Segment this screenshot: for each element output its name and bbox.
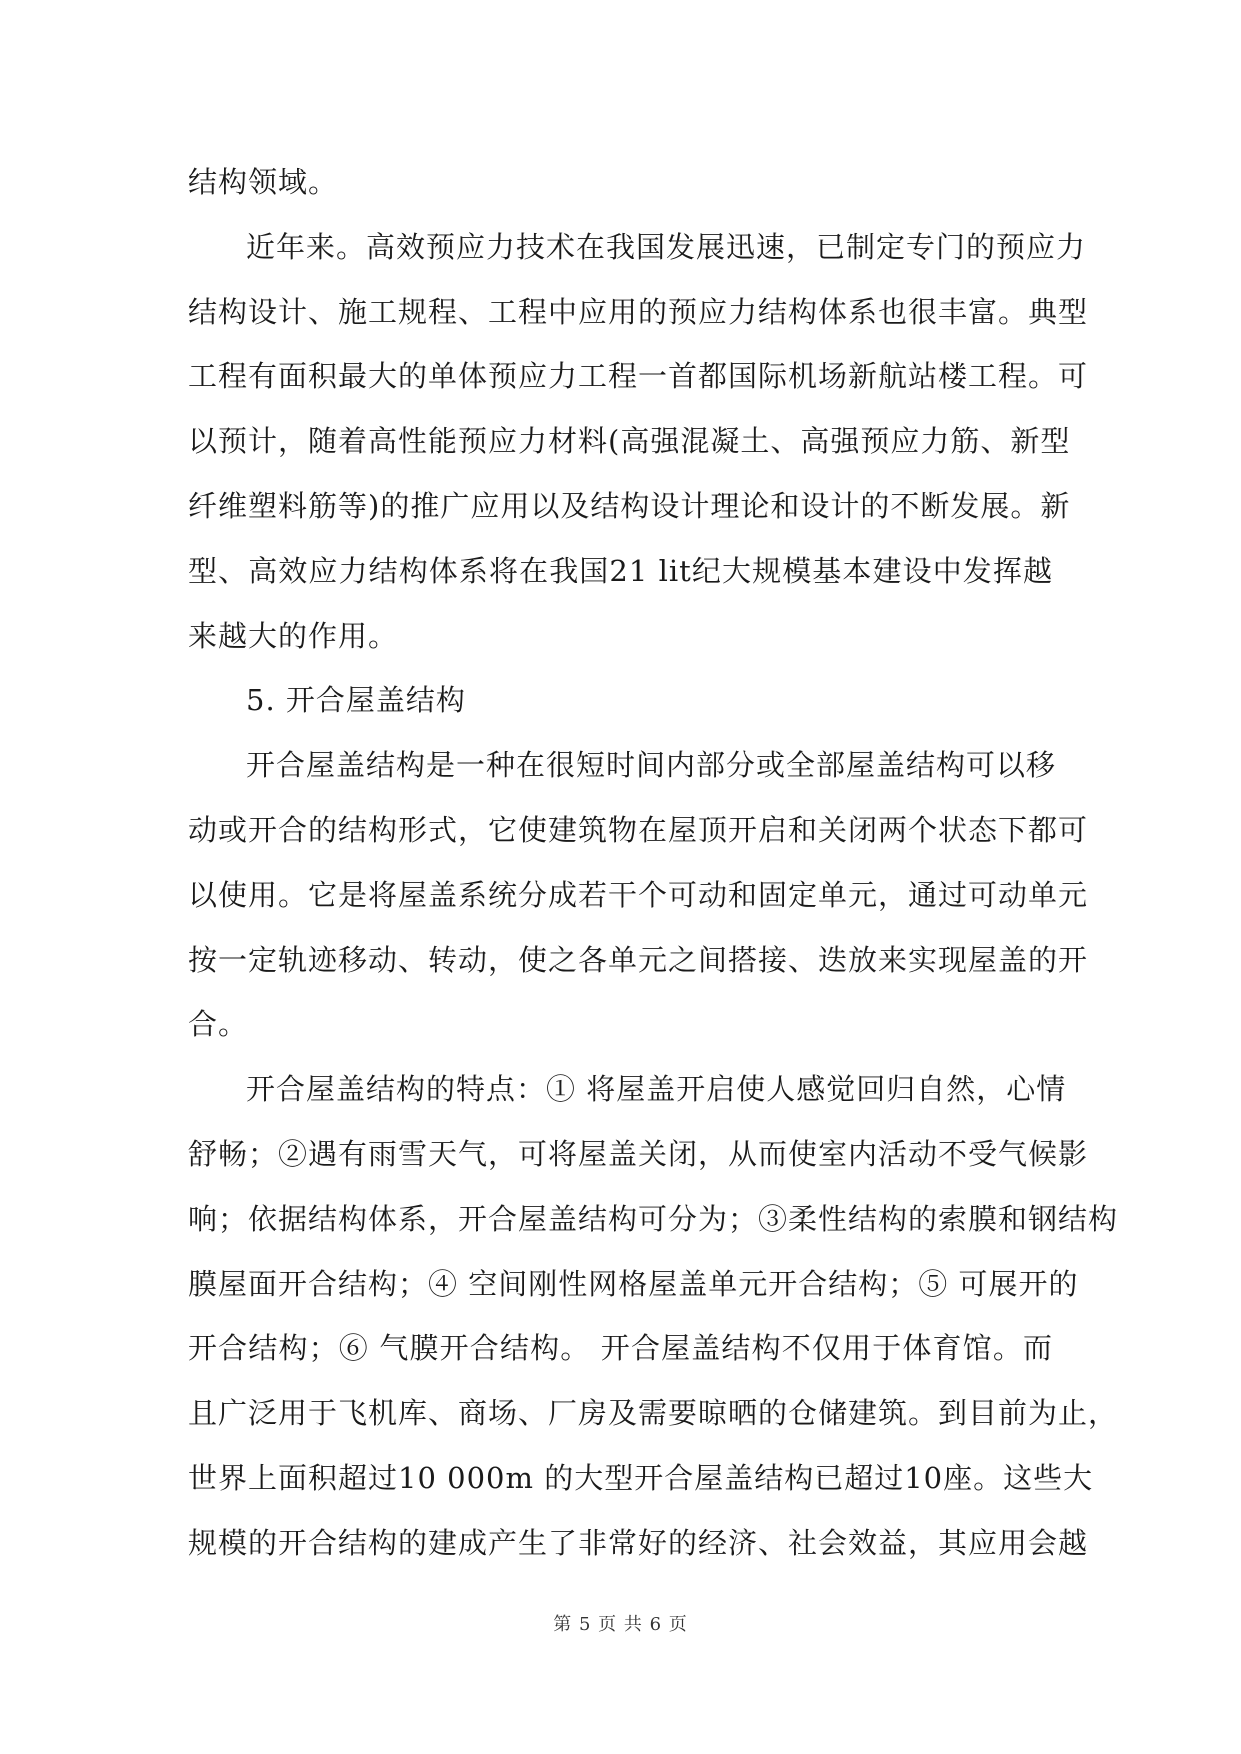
text-line: 动或开合的结构形式，它使建筑物在屋顶开启和关闭两个状态下都可 (188, 812, 1089, 847)
text-line: 按一定轨迹移动、转动，使之各单元之间搭接、迭放来实现屋盖的开 (188, 942, 1089, 977)
text-line: 开合屋盖结构的特点：① 将屋盖开启使人感觉回归自然，心情 (246, 1072, 1067, 1107)
text-line: 世界上面积超过10 000m 的大型开合屋盖结构已超过10座。这些大 (188, 1460, 1094, 1495)
text-line: 开合结构；⑥ 气膜开合结构。 开合屋盖结构不仅用于体育馆。而 (188, 1331, 1053, 1366)
page-number-footer: 第 5 页 共 6 页 (553, 1614, 688, 1635)
text-line: 以预计，随着高性能预应力材料(高强混凝土、高强预应力筋、新型 (188, 424, 1071, 459)
text-line: 工程有面积最大的单体预应力工程一首都国际机场新航站楼工程。可 (188, 359, 1089, 394)
text-line: 规模的开合结构的建成产生了非常好的经济、社会效益，其应用会越 (188, 1525, 1089, 1560)
text-line: 膜屋面开合结构；④ 空间刚性网格屋盖单元开合结构；⑤ 可展开的 (188, 1266, 1079, 1301)
text-line: 以使用。它是将屋盖系统分成若干个可动和固定单元，通过可动单元 (188, 877, 1089, 912)
text-line: 来越大的作用。 (188, 618, 399, 653)
text-line: 纤维塑料筋等)的推广应用以及结构设计理论和设计的不断发展。新 (188, 488, 1071, 523)
text-line: 响；依据结构体系，开合屋盖结构可分为；③柔性结构的索膜和钢结构 (188, 1201, 1119, 1236)
body-text (188, 150, 1119, 1576)
text-line: 开合屋盖结构是一种在很短时间内部分或全部屋盖结构可以移 (246, 748, 1057, 783)
text-line: 结构领域。 (188, 165, 339, 199)
text-line: 型、高效应力结构体系将在我国21 lit纪大规模基本建设中发挥越 (188, 553, 1053, 588)
text-line: 合。 (188, 1007, 249, 1042)
text-line: 结构设计、施工规程、工程中应用的预应力结构体系也很丰富。典型 (188, 294, 1089, 329)
text-line: 且广泛用于飞机库、商场、厂房及需要晾晒的仓储建筑。到目前为止， (188, 1396, 1119, 1431)
text-line: 近年来。高效预应力技术在我国发展迅速，已制定专门的预应力 (246, 229, 1087, 264)
section-heading: 5. 开合屋盖结构 (246, 683, 466, 718)
text-line: 舒畅；②遇有雨雪天气，可将屋盖关闭，从而使室内活动不受气候影 (188, 1136, 1089, 1171)
